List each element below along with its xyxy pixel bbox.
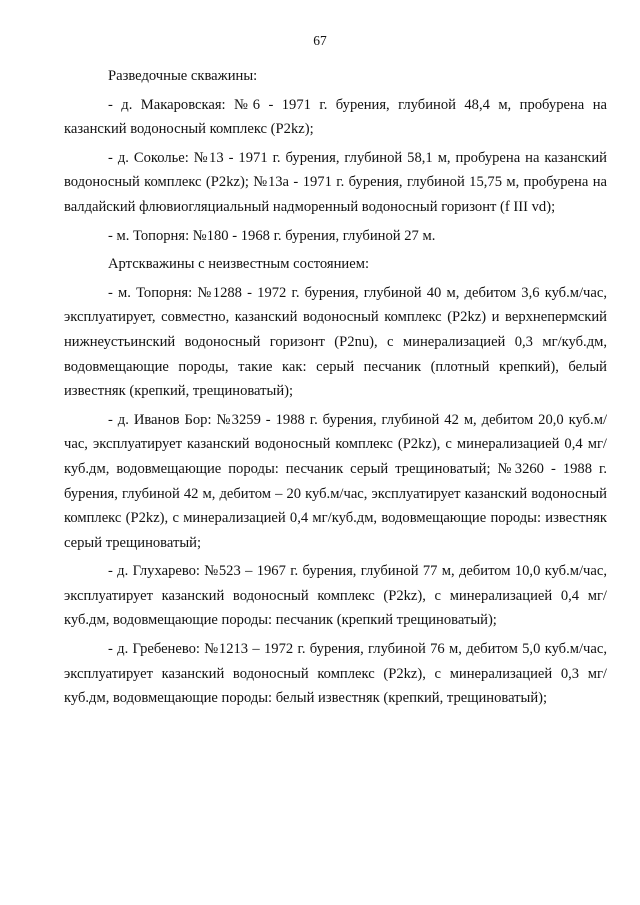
page-number: 67 bbox=[313, 33, 327, 48]
paragraph-sokolye: - д. Соколье: №13 - 1971 г. бурения, глубиной 58,1 м, пробурена на казанский водоносный комплекс (P2kz); №13а - 1971 г. бурения, глубиной 15,75 м, пробурена на валдайский флювиогляциальный надморенный водоносный горизонт (f III vd); bbox=[64, 149, 607, 215]
document-body bbox=[64, 64, 607, 715]
paragraph-grebenevo: - д. Гребенево: №1213 – 1972 г. бурения, глубиной 76 м, дебитом 5,0 куб.м/час, эксплуатирует казанский водоносный комплекс (P2kz), с минерализацией 0,3 мг/куб.дм, водовмещающие породы: белый известняк (крепкий, трещиноватый); bbox=[64, 641, 607, 707]
paragraph-toporniya-180: - м. Топорня: №180 - 1968 г. бурения, глубиной 27 м. bbox=[108, 227, 436, 244]
paragraph-makarovskaya: - д. Макаровская: №6 - 1971 г. бурения, глубиной 48,4 м, пробурена на казанский водоносный комплекс (P2kz); bbox=[64, 96, 607, 138]
paragraph-glukharevo: - д. Глухарево: №523 – 1967 г. бурения, глубиной 77 м, дебитом 10,0 куб.м/час, эксплуатирует казанский водоносный комплекс (P2kz), с минерализацией 0,4 мг/куб.дм, водовмещающие породы: песчаник (крепкий трещиноватый); bbox=[64, 563, 607, 629]
section-heading-exploration-wells: Разведочные скважины: bbox=[108, 68, 258, 84]
section-heading-artesian-wells-unknown: Артскважины с неизвестным состоянием: bbox=[108, 256, 370, 273]
paragraph-toporniya-1288: - м. Топорня: №1288 - 1972 г. бурения, глубиной 40 м, дебитом 3,6 куб.м/час, эксплуатирует, совместно, казанский водоносный комплекс (P2kz) и верхнепермский нижнеустьинский водоносный горизонт (P2nu), с минерализацией 0,3 мг/куб.дм, водовмещающие породы, такие как: серый песчаник (плотный крепкий), белый известняк (крепкий, трещиноватый); bbox=[64, 284, 607, 400]
paragraph-ivanov-bor: - д. Иванов Бор: №3259 - 1988 г. бурения, глубиной 42 м, дебитом 20,0 куб.м/час, эксплуатирует казанский водоносный комплекс (P2kz), с минерализацией 0,4 мг/куб.дм, водовмещающие породы: песчаник серый трещиноватый; №3260 - 1988 г. бурения, глубиной 42 м, дебитом – 20 куб.м/час, эксплуатирует казанский водоносный комплекс (P2kz), с минерализацией 0,4 мг/куб.дм, водовмещающие породы: известняк серый трещиноватый; bbox=[64, 411, 607, 551]
